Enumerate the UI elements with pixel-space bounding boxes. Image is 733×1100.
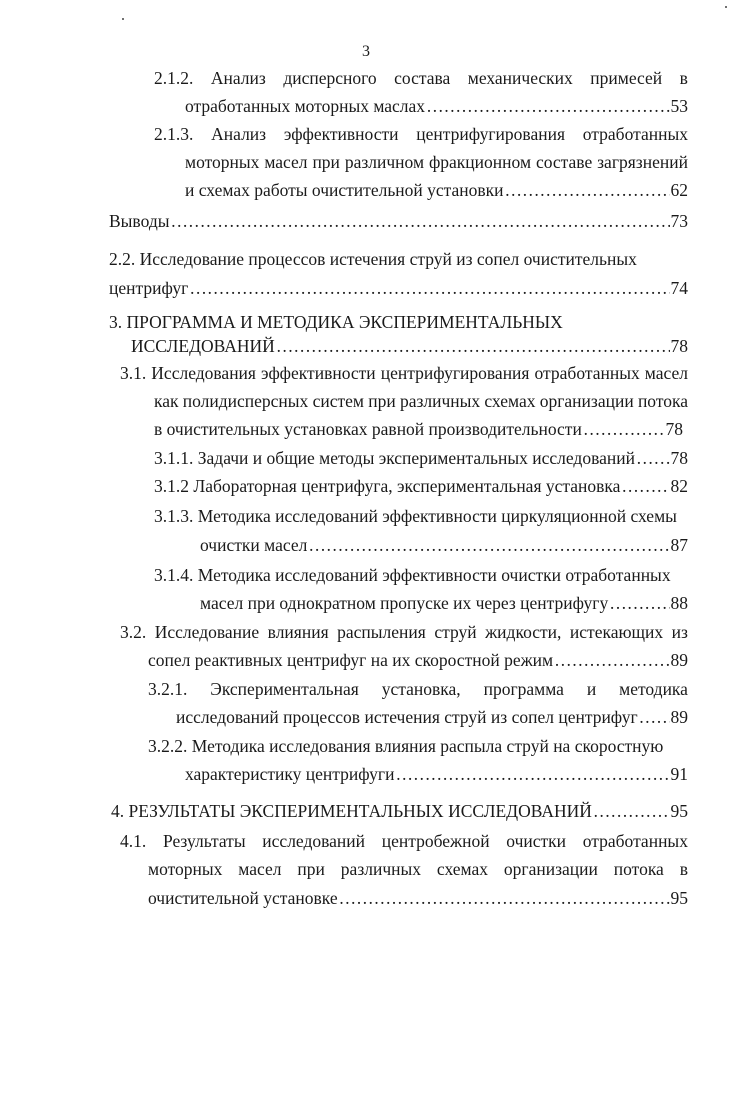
- word: 3.2.: [120, 622, 147, 642]
- word: эффективности: [261, 363, 376, 383]
- toc-line: 3.1.3. Методика исследований эффективности циркуляционной схемы: [154, 506, 677, 526]
- dot-leader: [307, 534, 669, 556]
- toc-entry-line: [111, 800, 688, 822]
- dot-leader: [635, 447, 670, 469]
- word: в: [679, 859, 688, 879]
- toc-entry-line: [131, 335, 688, 357]
- dot-leader: [394, 763, 669, 785]
- toc-page: 89: [670, 650, 688, 670]
- toc-page: 53: [670, 96, 688, 116]
- dot-leader: [620, 475, 669, 497]
- word: Анализ: [211, 124, 267, 144]
- word: масел: [264, 152, 308, 172]
- toc-title: характеристику центрифуги: [185, 764, 395, 784]
- word: организации: [539, 391, 634, 411]
- dot-leader: [188, 277, 669, 299]
- word: струй: [434, 622, 477, 642]
- scan-speck: [122, 18, 124, 20]
- page-number: 3: [362, 43, 370, 60]
- word: истекающих: [569, 622, 664, 642]
- word: отработанных: [582, 124, 688, 144]
- toc-entry-line: [154, 475, 688, 497]
- word: установка,: [381, 679, 461, 699]
- toc-title: сопел реактивных центрифуг на их скоростной режим: [148, 650, 554, 670]
- toc-page: 62: [670, 180, 688, 200]
- word: центрифугирования: [416, 124, 565, 144]
- word: организации: [503, 859, 598, 879]
- dot-leader: [608, 592, 669, 614]
- word: при: [368, 391, 396, 411]
- toc-page: 88: [670, 593, 688, 613]
- toc-line: 3.1.4. Методика исследований эффективности очистки отработанных: [154, 565, 671, 585]
- word: схемах: [436, 859, 488, 879]
- word: различном: [344, 152, 425, 172]
- toc-entry-line: [185, 95, 688, 117]
- word: при: [297, 859, 325, 879]
- toc-entry-line: [176, 706, 688, 728]
- toc-line: 3. ПРОГРАММА И МЕТОДИКА ЭКСПЕРИМЕНТАЛЬНЫХ: [109, 312, 563, 332]
- toc-page: 95: [670, 801, 688, 821]
- word: и: [586, 679, 597, 699]
- toc-title: 4. РЕЗУЛЬТАТЫ ЭКСПЕРИМЕНТАЛЬНЫХ ИССЛЕДОВАНИЙ: [111, 801, 592, 821]
- word: различных: [340, 859, 421, 879]
- word: 4.1.: [120, 831, 147, 851]
- word: схемах: [484, 391, 536, 411]
- dot-leader: [169, 210, 669, 232]
- word: программа: [483, 679, 564, 699]
- toc-line: [154, 390, 688, 412]
- word: методика: [619, 679, 688, 699]
- toc-page: 78: [665, 419, 683, 439]
- toc-title: отработанных моторных маслах: [185, 96, 426, 116]
- toc-entry-line: [148, 887, 688, 909]
- dot-leader: [425, 95, 669, 117]
- toc-entry-line: [154, 447, 688, 469]
- scan-speck: [725, 6, 727, 8]
- word: Анализ: [210, 68, 266, 88]
- toc-title: и схемах работы очистительной установки: [185, 180, 504, 200]
- word: исследований: [262, 831, 366, 851]
- word: систем: [312, 391, 364, 411]
- word: 3.2.1.: [148, 679, 188, 699]
- word: из: [671, 622, 688, 642]
- toc-title: очистительной установке: [148, 888, 338, 908]
- word: потока: [637, 391, 688, 411]
- word: механических: [467, 68, 573, 88]
- toc-page: 73: [670, 211, 688, 231]
- word: моторных: [185, 152, 260, 172]
- word: 2.1.3.: [154, 124, 194, 144]
- word: масел: [238, 859, 282, 879]
- word: Результаты: [162, 831, 246, 851]
- word: влияния: [267, 622, 329, 642]
- toc-line: [154, 123, 688, 145]
- word: примесей: [590, 68, 663, 88]
- toc-title: 3.1.1. Задачи и общие методы экспериментальных исследований: [154, 448, 635, 468]
- word: эффективности: [283, 124, 399, 144]
- toc-entry-line: [185, 763, 688, 785]
- word: загрязнений: [597, 152, 688, 172]
- toc-line: [120, 621, 688, 643]
- word: полидисперсных: [182, 391, 309, 411]
- word: распыления: [337, 622, 426, 642]
- toc-page: 82: [670, 476, 688, 496]
- toc-line: 3.2.2. Методика исследования влияния распыла струй на скоростную: [148, 736, 664, 756]
- word: центробежной: [381, 831, 490, 851]
- word: очистки: [506, 831, 567, 851]
- word: потока: [613, 859, 664, 879]
- word: моторных: [148, 859, 223, 879]
- toc-entry-line: [109, 210, 688, 232]
- toc-line: [120, 830, 688, 852]
- dot-leader: [338, 887, 670, 909]
- dot-leader: [582, 418, 665, 440]
- toc-page: 74: [670, 278, 688, 298]
- toc-line: [185, 151, 688, 173]
- word: фракционном: [428, 152, 532, 172]
- toc-title: очистки масел: [200, 535, 308, 555]
- word: масел: [644, 363, 688, 383]
- toc-title: Выводы: [109, 211, 170, 231]
- word: дисперсного: [283, 68, 377, 88]
- dot-leader: [504, 179, 670, 201]
- toc-line: [120, 362, 688, 384]
- word: в: [679, 68, 688, 88]
- word: 2.1.2.: [154, 68, 194, 88]
- toc-title: ИССЛЕДОВАНИЙ: [131, 336, 275, 356]
- word: различных: [399, 391, 481, 411]
- toc-title: центрифуг: [109, 278, 189, 298]
- dot-leader: [275, 335, 670, 357]
- toc-line: 2.2. Исследование процессов истечения струй из сопел очистительных: [109, 249, 637, 269]
- dot-leader: [592, 800, 670, 822]
- toc-page: 78: [670, 448, 688, 468]
- toc-page: 89: [670, 707, 688, 727]
- word: отработанных: [582, 831, 688, 851]
- toc-line: [154, 67, 688, 89]
- word: центрифугирования: [380, 363, 530, 383]
- word: 3.1.: [120, 363, 147, 383]
- word: жидкости,: [485, 622, 562, 642]
- toc-title: 3.1.2 Лабораторная центрифуга, экспериментальная установка: [154, 476, 621, 496]
- toc-entry-line: [200, 534, 688, 556]
- toc-page: 87: [670, 535, 688, 555]
- toc-line: [148, 858, 688, 880]
- word: как: [154, 391, 179, 411]
- word: Экспериментальная: [210, 679, 359, 699]
- toc-page: 95: [670, 888, 688, 908]
- word: состава: [394, 68, 451, 88]
- toc-title: масел при однократном пропуске их через центрифугу: [200, 593, 609, 613]
- toc-page: 78: [670, 336, 688, 356]
- dot-leader: [638, 706, 670, 728]
- toc-entry-line: [185, 179, 688, 201]
- toc-line: [148, 678, 688, 700]
- toc-entry-line: [109, 277, 688, 299]
- toc-title: исследований процессов истечения струй из сопел центрифуг: [176, 707, 638, 727]
- word: отработанных: [534, 363, 640, 383]
- toc-entry-line: [154, 418, 683, 440]
- word: Исследование: [154, 622, 260, 642]
- toc-page: 91: [670, 764, 688, 784]
- word: Исследования: [151, 363, 256, 383]
- toc-entry-line: [200, 592, 688, 614]
- toc-entry-line: [148, 649, 688, 671]
- dot-leader: [553, 649, 669, 671]
- word: при: [312, 152, 340, 172]
- toc-title: в очистительных установках равной производительности: [154, 419, 582, 439]
- word: составе: [535, 152, 593, 172]
